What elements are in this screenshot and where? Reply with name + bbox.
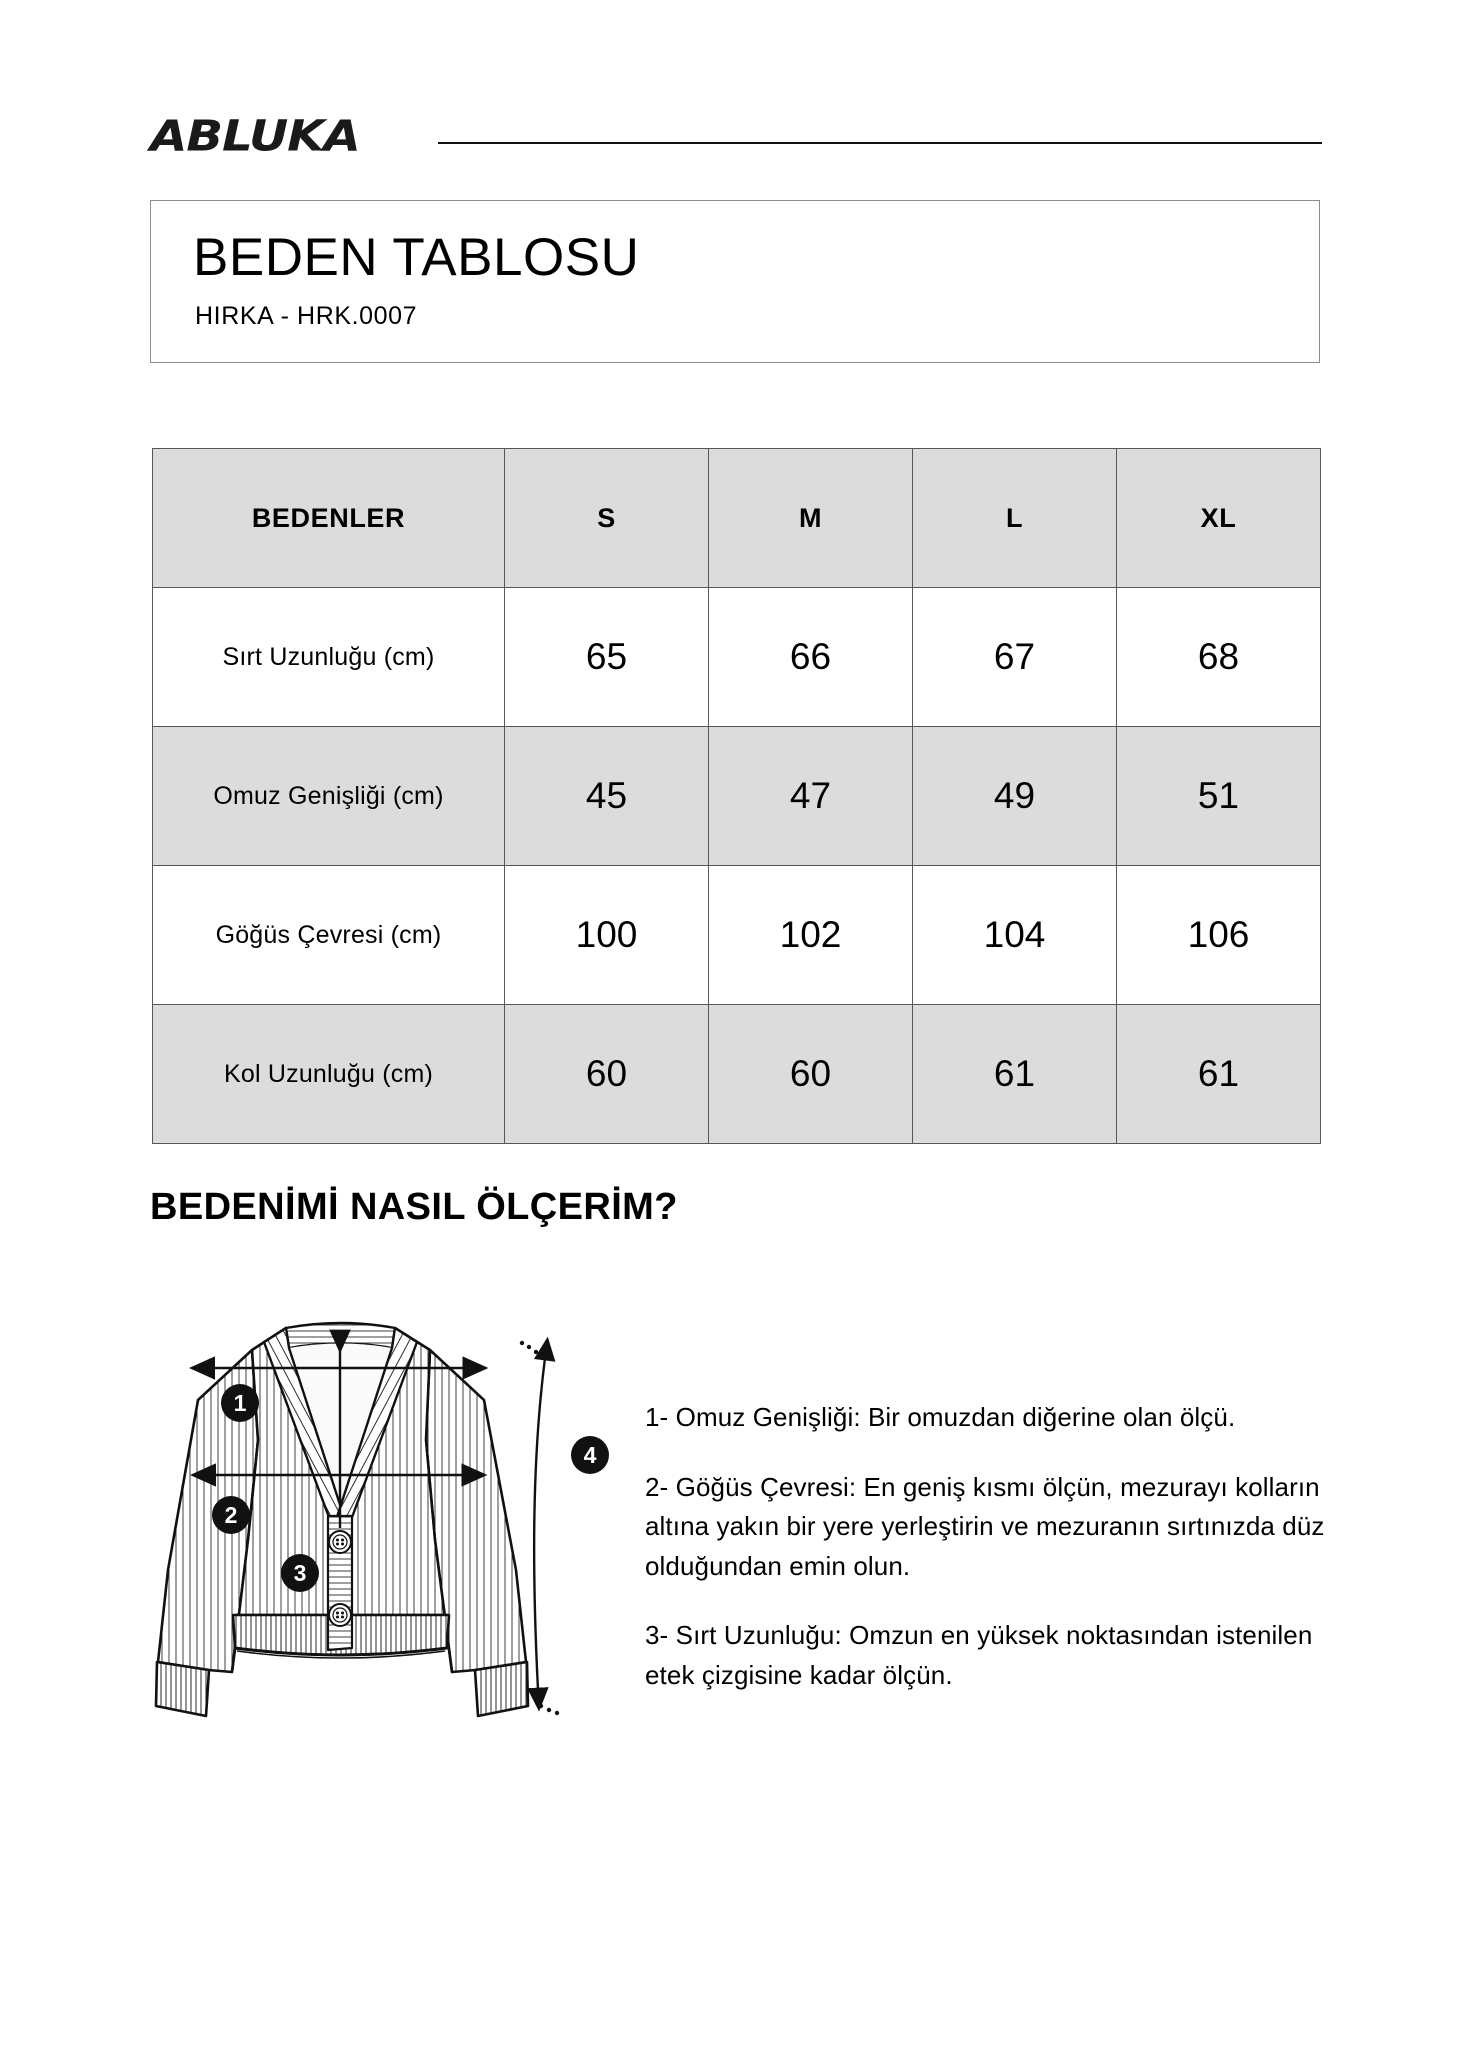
svg-text:3: 3 xyxy=(293,1560,307,1586)
cell-omuz-genisligi-m: 47 xyxy=(709,727,913,866)
column-header-l: L xyxy=(913,449,1117,588)
cell-gogus-cevresi-s: 100 xyxy=(505,866,709,1005)
cardigan-illustration xyxy=(140,1270,640,1900)
svg-text:2: 2 xyxy=(224,1502,238,1528)
svg-text:4: 4 xyxy=(583,1442,597,1468)
row-label-sirt-uzunlugu: Sırt Uzunluğu (cm) xyxy=(153,588,505,727)
cell-sirt-uzunlugu-m: 66 xyxy=(709,588,913,727)
title-box xyxy=(150,200,1320,363)
cell-kol-uzunlugu-s: 60 xyxy=(505,1005,709,1144)
table-row xyxy=(153,588,1321,727)
measurement-instructions xyxy=(645,1398,1335,1695)
table-row xyxy=(153,866,1321,1005)
brand-header xyxy=(150,108,1322,164)
cell-kol-uzunlugu-m: 60 xyxy=(709,1005,913,1144)
cell-omuz-genisligi-s: 45 xyxy=(505,727,709,866)
button-icon xyxy=(329,1604,351,1626)
cell-gogus-cevresi-m: 102 xyxy=(709,866,913,1005)
cardigan-body-shape xyxy=(156,1323,528,1716)
how-to-measure-heading: BEDENİMİ NASIL ÖLÇERİM? xyxy=(150,1186,678,1228)
cell-kol-uzunlugu-l: 61 xyxy=(913,1005,1117,1144)
cell-omuz-genisligi-l: 49 xyxy=(913,727,1117,866)
instruction-item-2: 2- Göğüs Çevresi: En geniş kısmı ölçün, mezurayı kolların altına yakın bir yere yerleştirin ve mezuranın sırtınızda düz olduğundan emin olun. xyxy=(645,1471,1325,1581)
abluka-logo: ABLUKA xyxy=(150,110,360,161)
cell-gogus-cevresi-xl: 106 xyxy=(1117,866,1321,1005)
column-header-m: M xyxy=(709,449,913,588)
button-icon xyxy=(329,1531,351,1553)
page-title: BEDEN TABLOSU xyxy=(193,228,640,287)
cell-kol-uzunlugu-xl: 61 xyxy=(1117,1005,1321,1144)
cell-gogus-cevresi-l: 104 xyxy=(913,866,1117,1005)
sleeve-length-arrow xyxy=(534,1358,545,1690)
row-label-kol-uzunlugu: Kol Uzunluğu (cm) xyxy=(153,1005,505,1144)
instruction-item-1: 1- Omuz Genişliği: Bir omuzdan diğerine olan ölçü. xyxy=(645,1402,1236,1432)
marker-2 xyxy=(212,1496,250,1534)
column-header-xl: XL xyxy=(1117,449,1321,588)
product-code-subtitle: HIRKA - HRK.0007 xyxy=(195,302,418,330)
marker-4 xyxy=(571,1436,609,1474)
size-table xyxy=(152,448,1321,1144)
marker-1 xyxy=(221,1384,259,1422)
cell-sirt-uzunlugu-xl: 68 xyxy=(1117,588,1321,727)
row-label-gogus-cevresi: Göğüs Çevresi (cm) xyxy=(153,866,505,1005)
row-label-omuz-genisligi: Omuz Genişliği (cm) xyxy=(153,727,505,866)
column-header-s: S xyxy=(505,449,709,588)
header-divider-rule xyxy=(438,142,1322,144)
marker-3 xyxy=(281,1554,319,1592)
svg-text:1: 1 xyxy=(233,1390,247,1416)
cell-sirt-uzunlugu-l: 67 xyxy=(913,588,1117,727)
table-row xyxy=(153,1005,1321,1144)
table-header-row xyxy=(153,449,1321,588)
table-row xyxy=(153,727,1321,866)
cell-sirt-uzunlugu-s: 65 xyxy=(505,588,709,727)
column-header-bedenler: BEDENLER xyxy=(153,449,505,588)
instruction-item-3: 3- Sırt Uzunluğu: Omzun en yüksek noktasından istenilen etek çizgisine kadar ölçün. xyxy=(645,1620,1313,1690)
cell-omuz-genisligi-xl: 51 xyxy=(1117,727,1321,866)
